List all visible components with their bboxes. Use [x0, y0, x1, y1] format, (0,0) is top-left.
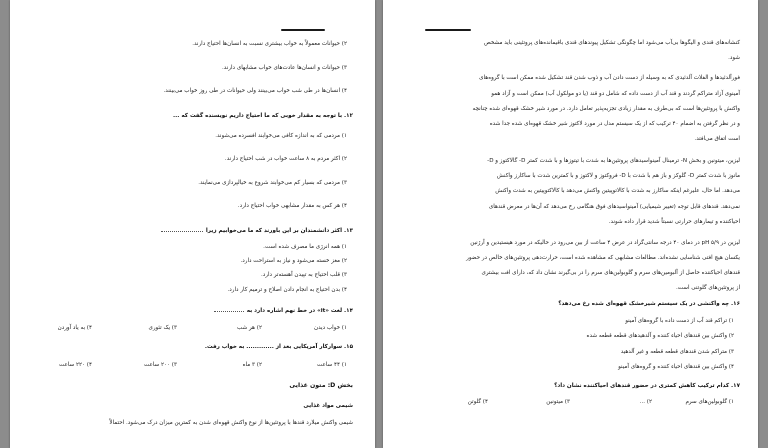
answer-option: ۴) به یاد آوردن [57, 325, 92, 331]
paragraph-line: است اتفاق می‌افتد. [694, 136, 740, 142]
paragraph-line: می‌دهد. اما حال، علیرغم اینکه ساکارز به شدت با کالاتوپیتین واکنش می‌دهد با کالاکتوپیتین به شدت واکنش [495, 188, 740, 194]
paragraph-line: شود. [728, 55, 740, 61]
answer-option: ۳) ۲۰۰ ساعت [144, 362, 177, 368]
answer-option: ۲) ۳ ماه [242, 362, 262, 368]
paragraph-line: لیزین در pH ۵/۹ در دمای ۴۰ درجه سانتی‌گراد در عرض ۴ ساعت از بین می‌رود در حالیکه در مورد هیستیدین و آرژنین [470, 240, 740, 246]
question-14-title: ۱۴. لغت «it» در خط نهم اشاره دارد به [211, 308, 353, 315]
paragraph-line: فورآلدئیدها و الفلات آلدئیدی که به وسیله از دست دادن آب و ذوب شدن قند تشکیل شده ممکن است با گروه‌های [479, 75, 740, 81]
document-page-right [383, 0, 758, 448]
answer-option: ۳) متراکم شدن قندهای قطعه قطعه و غیر آلدهید [620, 349, 734, 355]
answer-option: ۴) گلوتن [467, 399, 488, 405]
answer-option: ۱) خواب دیدن [313, 325, 347, 331]
answer-option: ۳) حیوانات و انسان‌ها عادت‌های خواب مشابهای دارند. [222, 65, 347, 71]
paragraph-line: لیزین، میتونین و بخش N- ترمینال آمینواسیدهای پروتئین‌ها به شدت با تیتوزها و با شدت کمتر D- گالاکتوز و D- [487, 158, 740, 164]
answer-option: ۴) ۲۲۰ ساعت [59, 362, 92, 368]
question-17-title: ۱۷. کدام ترکیب کاهش کمتری در حضور قندهای احیاکننده نشان داد؟ [554, 383, 740, 389]
paragraph-line: و در نظر گرفتن به اضمام ۴۰ ترکیب که از یک سیستم مدل در مورد لاکتوز شیر خشک قهوه‌ای شده جدا شده [489, 121, 740, 127]
paragraph-line: شیمی واکنش میلارد قندها با پروتئین‌ها از نوع واکنش قهوه‌ای شدن به کمترین میزان درک می‌شود. احتمالاً [109, 420, 353, 426]
page-header-mark [425, 29, 471, 31]
answer-option: ۳) یک تئوری [148, 325, 177, 331]
answer-option: ۲) حیوانات معمولاً به خواب بیشتری نسبت به انسان‌ها احتیاج دارند. [192, 41, 347, 47]
answer-option: ۲) ... [639, 399, 652, 405]
document-page-left [10, 0, 375, 448]
paragraph-line: احیاکننده و تیمارهای حرارتی نسبتاً شدید قرار داده شوند. [608, 219, 740, 225]
question-15-title: ۱۵. سوارکار آمریکایی بعد از ............. به خواب رفت. [204, 344, 353, 350]
answer-option: ۱) ۴۴ ساعت [317, 362, 347, 368]
paragraph-line: یکسان هیچ افتی شناسایی نشده‌اند. مطالعات مشابهی که مشاهده شده است، حرارت‌دهی پروتئین‌های خالص در حضور [466, 255, 740, 261]
answer-option: ۴) انسان‌ها در طی شب خواب می‌بینند ولی حیوانات در طی روز خواب می‌بینند. [163, 88, 347, 94]
answer-option: ۳) میتونین [546, 399, 570, 405]
subsection-heading: شیمی مواد غذایی [303, 403, 353, 409]
paragraph-line: مانوز با شدت کمتر D- گلوکز و باز هم با شدت با D- فروکتوز و لاکتوز و با کمترین شدت با ساکارز واکنش [496, 173, 740, 179]
paragraph-line: کنشانه‌های قندی و الیگوها بی‌آب می‌شود اما چگونگی تشکیل پیوندهای قندی باقیمانده‌های پروتئینی باید مشخص [484, 40, 740, 46]
question-12-title: ۱۲. با توجه به مقدار خوبی که ما احتیاج داریم نویسنده گفت که ... [173, 113, 353, 119]
question-13-title: ۱۳. اکثر دانشمندان بر این باورند که ما می‌خوابیم زیرا [158, 228, 353, 235]
answer-option: ۲) اکثر مردم به ۸ ساعت خواب در شب احتیاج دارند. [224, 156, 347, 162]
question-17-options [404, 399, 734, 407]
question-16-title: ۱۶. چه واکنشی در یک سیستم شیرخشک قهوه‌ای شده رخ می‌دهد؟ [558, 301, 740, 307]
paragraph-line: واکنش با پروتئین‌ها است که بی‌طرف به مقدار زیادی تجزیه‌پذیر تعامل دارد. در مورد شیر خشک قهوه‌ای شده چنانچه [472, 106, 740, 112]
answer-option: ۴) بدن احتیاج به انجام دادن اصلاح و ترمیم کار دارد. [227, 287, 347, 293]
question-14-options [27, 325, 347, 333]
answer-option: ۲) مغز خسته می‌شود و نیاز به استراحت دارد. [240, 258, 347, 264]
page-header-mark [281, 29, 325, 31]
paragraph-line: قندهای احیاکننده حاصل از آلبومین‌های سرم و گلوبولین‌های سرم را در بی‌گیرند نشان داد که، دارای افت بیشتری [481, 270, 740, 276]
paragraph-line: نمی‌دهد. قندهای قابل توجه (تغییر شیمیایی) آمینواسیدهای فوق هنگامی رخ می‌دهد که آن‌ها در معرض قندهای [488, 204, 740, 210]
answer-option: ۲) واکنش بین قندهای احیاء کننده و آلدهیدهای قطعه قطعه شده [586, 333, 734, 339]
answer-option: ۳) مردمی که بسیار کم می‌خوابند شروع به خیالپردازی می‌نمایند. [198, 180, 347, 186]
answer-option: ۲) هر شب [237, 325, 262, 331]
answer-option: ۱) تراکم قند آب از دست داده با گروه‌های آمینو [625, 318, 734, 324]
answer-option: ۴) واکنش بین قندهای احیاء کننده و گروه‌های آمینو [618, 364, 734, 370]
answer-option: ۱) مردمی که به اندازه کافی می‌خوابند افسرده می‌شوند. [215, 133, 347, 139]
answer-option: ۱) گلوبولین‌های سرم [685, 399, 734, 405]
paragraph-line: آمینوی آزاد متراکم گردند و قند آب از دست داده که شامل دو قند (یا دو مولکول آب) ممکن است و آزاد همو [491, 91, 740, 97]
answer-option: ۴) هر کس به مقدار مشابهی خواب احتیاج دارد. [237, 203, 347, 209]
answer-option: ۱) همه انرژی ما مصرف شده است. [263, 244, 347, 250]
answer-option: ۳) قلب احتیاج به تپیدن آهسته‌تر دارد. [261, 272, 347, 278]
section-heading: بخش D: متون غذایی [289, 382, 353, 389]
question-15-options [27, 362, 347, 370]
paragraph-line: از پروتئین‌های گلوتنی است. [676, 285, 740, 291]
